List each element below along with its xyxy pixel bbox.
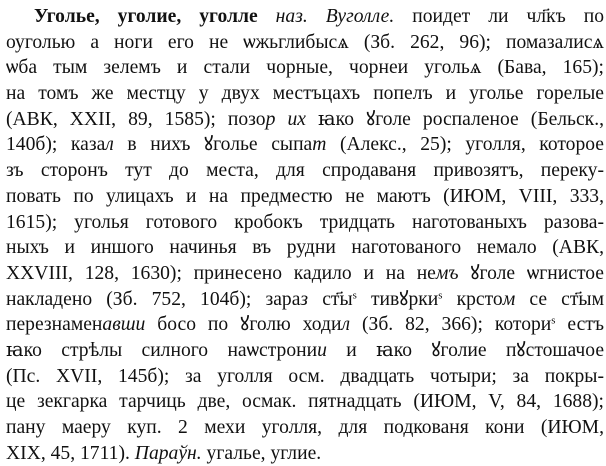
text-segment: (АВК, XXII, 89, 1585); позо — [6, 108, 266, 130]
text-segment: ныхъ и иншого начинья въ рудни наготованого немало (АВК, — [6, 237, 604, 259]
text-line — [0, 261, 606, 287]
superscript-mark: s — [551, 314, 556, 327]
text-segment: крсто — [442, 288, 503, 310]
text-segment: ꙗко стрѣлы силного наѡстрони — [6, 339, 318, 361]
text-line — [0, 441, 606, 466]
text-segment: XXVIII, 128, 1630); принесено кадило и на не — [6, 262, 436, 284]
text-segment: босо по ꙋголю ходи — [145, 314, 342, 336]
italic-segment: мъ — [435, 262, 459, 284]
italic-segment: р — [265, 108, 276, 130]
headword: Уголье, уголие, уголле — [34, 6, 258, 27]
italic-segment: и — [317, 339, 327, 361]
text-segment: ꙋголе ѡгнистое — [458, 262, 604, 284]
text-segment: и ꙗко ꙋголие пꙋстошачое — [326, 339, 605, 361]
italic-segment: л — [341, 314, 351, 336]
text-segment: XIX, 45, 1711). — [6, 442, 135, 464]
text-segment: ѡба тым зелемъ и стали чорные, чорнеи угольѧ (Бава, 165); — [6, 57, 604, 79]
italic-segment: авши — [102, 314, 146, 336]
text-line — [0, 415, 606, 441]
text-segment: се ст҃ым — [515, 288, 604, 310]
text-line — [0, 107, 606, 133]
text-line — [0, 389, 606, 415]
italic-segment: з — [300, 288, 309, 310]
text-line — [0, 338, 606, 364]
italic-segment: наз. Вуголле. — [275, 6, 395, 27]
text-line — [0, 4, 606, 30]
text-segment: тивꙋрки — [356, 288, 439, 310]
text-segment: 140б); каза — [6, 134, 106, 156]
italic-segment: Параўн. — [134, 442, 202, 464]
text-segment: оуголью а ноги его не ѡжьглибысѧ (Зб. 262, 96); помазалисѧ — [6, 31, 604, 53]
text-line — [0, 30, 606, 56]
text-segment: зъ сторонъ тут до места, для спродаваня привозятъ, переку- — [6, 160, 604, 182]
italic-segment: их — [287, 108, 306, 130]
text-line — [0, 158, 606, 184]
text-segment: 1615); уголья готового кробокъ тридцать наготованыхъ разова- — [6, 211, 604, 233]
text-segment: ꙗко ꙋголе роспаленое (Бельск., — [305, 108, 604, 130]
text-segment — [258, 6, 276, 27]
text-line — [0, 235, 606, 261]
text-segment: поидет ли чл҃къ по — [394, 6, 604, 27]
text-segment — [275, 109, 287, 130]
dictionary-entry — [0, 4, 606, 466]
italic-segment: м — [502, 288, 516, 310]
text-segment: (Алекс., 25); уголля, которое — [326, 134, 604, 156]
text-segment: угалье, углие. — [201, 442, 322, 464]
text-line — [0, 312, 606, 338]
text-line — [0, 287, 606, 313]
text-segment: перезнамен — [6, 314, 103, 336]
text-line — [0, 184, 606, 210]
text-line — [0, 132, 606, 158]
text-segment: на томъ же местцу у двух местъцахъ попелъ и уголье горелые — [6, 83, 604, 105]
text-segment: накладено (Зб. 752, 104б); зара — [6, 288, 301, 310]
text-line — [0, 364, 606, 390]
text-segment: повать по улицахъ и на предместю не маютъ (ИЮМ, VIII, 333, — [6, 185, 604, 207]
text-segment: (Зб. 82, 366); котори — [350, 314, 552, 336]
text-segment: це зекгарка тарчиць две, осмак. пятнадцать (ИЮМ, V, 84, 1688); — [6, 391, 604, 413]
text-segment: ст҃ы — [308, 288, 353, 310]
superscript-mark: s — [352, 289, 357, 302]
text-segment: в нихъ ꙋголье сыпа — [113, 134, 313, 156]
italic-segment: л — [105, 134, 114, 156]
italic-segment: т — [312, 134, 327, 156]
text-line — [0, 55, 606, 81]
superscript-mark: s — [438, 289, 443, 302]
text-segment: (Пс. XVII, 145б); за уголля осм. двадцать чотыри; за покры- — [6, 365, 604, 387]
text-line — [0, 210, 606, 236]
text-segment: естъ — [555, 314, 604, 336]
text-line — [0, 81, 606, 107]
text-segment: пану маеру куп. 2 мехи уголля, для подкованя кони (ИЮМ, — [6, 417, 604, 438]
